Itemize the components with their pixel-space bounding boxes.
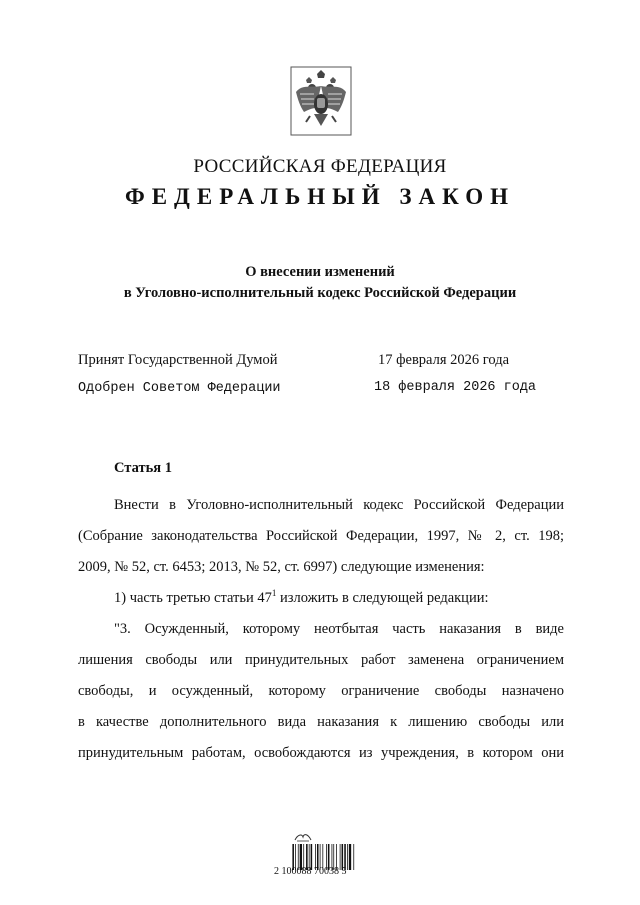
quoted-line: лишения свободы или принудительных работ заменена ограничением <box>78 652 564 668</box>
quoted-line: в качестве дополнительного вида наказания к лишению свободы или <box>78 714 564 730</box>
coat-of-arms-icon <box>290 66 352 136</box>
quoted-line: свободы, и осужденный, которому ограничение свободы назначено <box>78 683 564 699</box>
amendment-item-text-end: изложить в следующей редакции: <box>276 590 489 606</box>
article-heading: Статья 1 <box>114 460 172 476</box>
quoted-line: "3. Осужденный, которому неотбытая часть наказания в виде <box>114 621 564 637</box>
country-name: РОССИЙСКАЯ ФЕДЕРАЦИЯ <box>193 156 447 177</box>
amendment-item <box>78 583 564 614</box>
duma-adoption-label: Принят Государственной Думой <box>78 352 278 368</box>
document-title <box>0 262 640 304</box>
council-approval-date: 18 февраля 2026 года <box>374 380 537 395</box>
document-title-line2: в Уголовно-исполнительный кодекс Российской Федерации <box>123 285 517 301</box>
quoted-line: принудительным работам, освобождаются из учреждения, в котором они <box>78 745 564 761</box>
document-type: ФЕДЕРАЛЬНЫЙ ЗАКОН <box>124 184 516 209</box>
barcode-number: 2 100088 70038 5 <box>274 866 347 877</box>
amendment-item-text: 1) часть третью статьи 47 <box>114 590 272 606</box>
document-title-line1: О внесении изменений <box>245 264 395 280</box>
article-superscript: 1 <box>271 588 277 598</box>
article-body <box>78 490 564 769</box>
paragraph-line: Внести в Уголовно-исполнительный кодекс Российской Федерации <box>114 497 564 513</box>
paragraph-line: (Собрание законодательства Российской Федерации, 1997, № 2, ст. 198; <box>78 528 564 544</box>
duma-adoption-date: 17 февраля 2026 года <box>378 352 510 368</box>
paragraph-line: 2009, № 52, ст. 6453; 2013, № 52, ст. 6997) следующие изменения: <box>78 559 485 575</box>
council-approval-label: Одобрен Советом Федерации <box>78 381 281 396</box>
small-stamp-icon <box>294 832 312 842</box>
